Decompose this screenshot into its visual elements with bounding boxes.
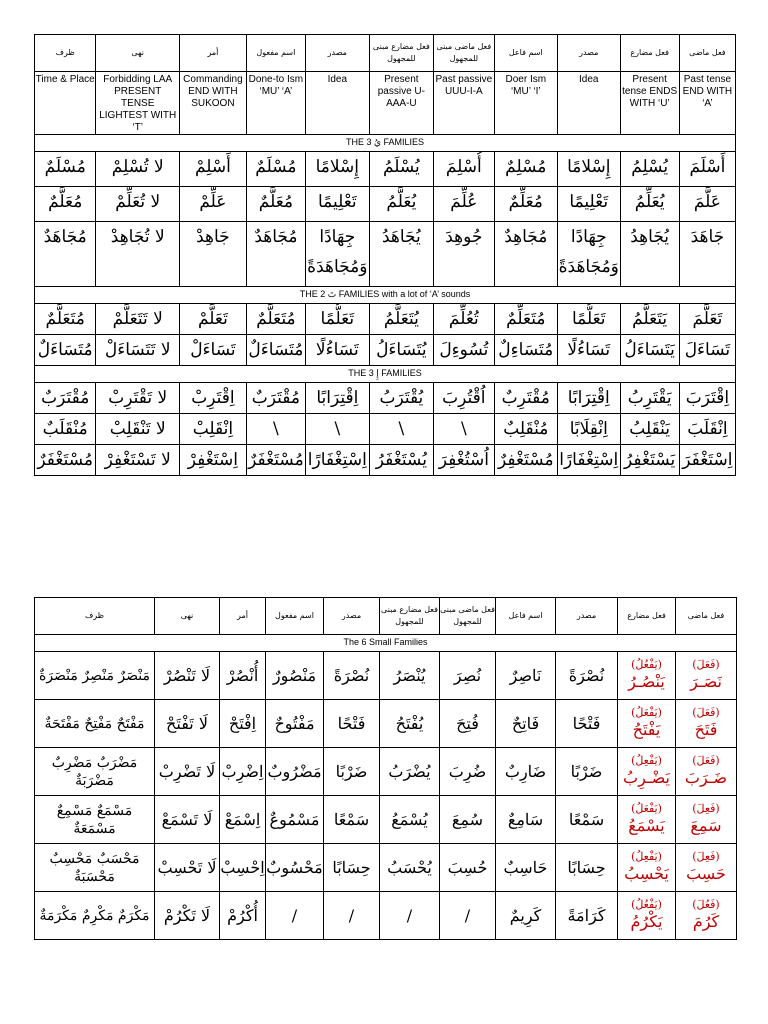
- stem-word: يَفْتَحُ: [632, 720, 661, 739]
- word-cell: اِنْقَلَبَ: [679, 414, 735, 445]
- conjugation-table-upper: [34, 34, 736, 476]
- word-cell: اِسْتِغْفَارًا: [558, 445, 620, 476]
- word-cell: جَاهِدْ: [180, 222, 247, 287]
- section-title: The 6 Small Families: [35, 635, 737, 652]
- section-title: THE 2 تَ FAMILIES with a lot of ‘A’ sounds: [35, 287, 736, 304]
- word-cell: ضُرِبَ: [440, 748, 496, 796]
- word-cell: كَرِيمٌ: [496, 892, 556, 940]
- bab-cell: [618, 748, 676, 796]
- word-cell: مُعَلَّمٌ: [35, 187, 96, 222]
- word-cell: اِقْتَرَبَ: [679, 383, 735, 414]
- table-row: [35, 652, 737, 700]
- word-cell: اِنْقِلَابًا: [558, 414, 620, 445]
- word-cell: اِنْقَلِبْ: [180, 414, 247, 445]
- bab-label: (فَعُلَ): [692, 898, 720, 911]
- bab-label: (فَعَلَ): [692, 658, 720, 671]
- word-cell: مُتَسَاءَلٌ: [35, 335, 96, 366]
- word-cell: سُمِعَ: [440, 796, 496, 844]
- bab-label: (فَعِلَ): [692, 802, 720, 815]
- word-cell: لَا تَحْسِبْ: [155, 844, 220, 892]
- word-cell-stacked: [306, 222, 370, 287]
- bab-cell: [676, 844, 737, 892]
- word-cell: ضَرْبًا: [324, 748, 380, 796]
- header-cell: فعل ماضى مبنى للمجهول: [434, 35, 494, 72]
- word-cell: اِقْتِرَابًا: [558, 383, 620, 414]
- stem-word: فَتَحَ: [694, 720, 718, 739]
- bab-label: (يَفْعُلُ): [631, 658, 662, 671]
- word-cell: اِحْسِبْ: [220, 844, 266, 892]
- bab-label: (فَعَلَ): [692, 706, 720, 719]
- word-cell: لا تَنْقَلِبْ: [96, 414, 180, 445]
- table-row: [35, 892, 737, 940]
- word-alt: وَمُجَاهَدَةً: [307, 257, 368, 277]
- bab-cell: [676, 652, 737, 700]
- word-cell: /: [266, 892, 324, 940]
- word-cell: فَتْحًا: [324, 700, 380, 748]
- english-cell: Present tense ENDS WITH ‘U’: [620, 72, 679, 135]
- bab-cell: [618, 652, 676, 700]
- word-cell: يُنْصَرُ: [380, 652, 440, 700]
- table-row: [35, 187, 736, 222]
- word-cell: مَحْسَبٌ مَحْسِبٌ مَحْسَبَةٌ: [35, 844, 155, 892]
- stem-word: يَنْصُـرُ: [628, 672, 665, 691]
- word-cell: يَقْتَرِبُ: [620, 383, 679, 414]
- word-cell: مَضْرُوبٌ: [266, 748, 324, 796]
- table-row: [35, 748, 737, 796]
- word-cell: يُسْتَغْفَرُ: [369, 445, 434, 476]
- word-cell: فَتْحًا: [556, 700, 618, 748]
- word-cell: \: [246, 414, 305, 445]
- word-cell: مُجَاهَدٌ: [246, 222, 305, 287]
- header-cell: اسم فاعل: [494, 35, 558, 72]
- word-cell: مُسْلَمٌ: [35, 152, 96, 187]
- english-cell: Done-to Ism ‘MU’ ‘A’: [246, 72, 305, 135]
- word-cell: مُتَعَلَّمٌ: [35, 304, 96, 335]
- word-cell: /: [440, 892, 496, 940]
- word-cell: عَلَّمَ: [679, 187, 735, 222]
- english-cell: Past tense END WITH ‘A’: [679, 72, 735, 135]
- word-cell: /: [324, 892, 380, 940]
- table-row: [35, 383, 736, 414]
- english-cell: Present passive U-AAA-U: [369, 72, 434, 135]
- word-cell: كَرَامَةً: [556, 892, 618, 940]
- conjugation-table-lower: [34, 597, 737, 940]
- bab-label: (يَفْعِلُ): [631, 754, 662, 767]
- word-cell: حُسِبَ: [440, 844, 496, 892]
- word-cell: سَامِعٌ: [496, 796, 556, 844]
- header-cell: ظرف: [35, 598, 155, 635]
- english-cell: Idea: [306, 72, 370, 135]
- word-cell: إِسْلامًا: [306, 152, 370, 187]
- table-row: [35, 304, 736, 335]
- header-cell: فعل مضارع: [620, 35, 679, 72]
- bab-cell: [676, 796, 737, 844]
- word-cell: مُتَسَاءَلٌ: [246, 335, 305, 366]
- word-cell: مُتَسَاءِلٌ: [494, 335, 558, 366]
- word-cell: مَنْصَرٌ مَنْصِرٌ مَنْصَرَةٌ: [35, 652, 155, 700]
- word-cell: مُسْلَمٌ: [246, 152, 305, 187]
- bab-label: (يَفْعِلُ): [631, 850, 662, 863]
- header-cell: اسم مفعول: [246, 35, 305, 72]
- stem-word: سَمِعَ: [690, 816, 722, 835]
- header-cell: أمر: [220, 598, 266, 635]
- word-cell: يُعَلَّمُ: [369, 187, 434, 222]
- word-cell: اِسْتِغْفَارًا: [306, 445, 370, 476]
- header-cell: نهى: [96, 35, 180, 72]
- word-cell: اِقْتَرِبْ: [180, 383, 247, 414]
- section-title: THE 3 إِ FAMILIES: [35, 366, 736, 383]
- word-cell: \: [306, 414, 370, 445]
- word-cell: مُتَعَلِّمٌ: [494, 304, 558, 335]
- word-cell: لَا تَسْمَعْ: [155, 796, 220, 844]
- stem-word: نَصَـرَ: [690, 672, 722, 691]
- word-cell: مَفْتَحٌ مَفْتِحٌ مَفْتَحَةٌ: [35, 700, 155, 748]
- bab-label: (فَعَلَ): [692, 754, 720, 767]
- word-cell: مُنْقَلَبٌ: [35, 414, 96, 445]
- word-cell: أُكْرُمْ: [220, 892, 266, 940]
- word-cell: تَسَاءَلْ: [180, 335, 247, 366]
- stem-word: حَسِبَ: [686, 864, 726, 883]
- word-cell: أُسْلِمَ: [434, 152, 494, 187]
- table-row: [35, 796, 737, 844]
- header-cell: نهى: [155, 598, 220, 635]
- bab-label: (فَعِلَ): [692, 850, 720, 863]
- table-row: [35, 335, 736, 366]
- word-cell: اُقْتُرِبَ: [434, 383, 494, 414]
- stem-word: يَسْمَعُ: [628, 816, 665, 835]
- word-cell-stacked: [558, 222, 620, 287]
- bab-cell: [676, 892, 737, 940]
- stem-word: يَضْـرِبُ: [623, 768, 670, 787]
- word-cell: يَتَسَاءَلُ: [620, 335, 679, 366]
- bab-cell: [676, 700, 737, 748]
- bab-label: (يَفْعُلُ): [631, 898, 662, 911]
- word-cell: تَعْلِيمًا: [306, 187, 370, 222]
- word-cell: اِسْتَغْفَرَ: [679, 445, 735, 476]
- word-cell: مَنْصُورٌ: [266, 652, 324, 700]
- header-cell: فعل مضارع مبنى للمجهول: [369, 35, 434, 72]
- word-cell: يُحْسَبُ: [380, 844, 440, 892]
- bab-cell: [618, 844, 676, 892]
- word-cell: مَسْمَعٌ مَسْمِعٌ مَسْمَعَةٌ: [35, 796, 155, 844]
- word-cell: تَعَلَّمْ: [180, 304, 247, 335]
- word-cell: ضَرْبًا: [556, 748, 618, 796]
- word-cell: يَنْقَلِبُ: [620, 414, 679, 445]
- word-cell: مُعَلَّمٌ: [246, 187, 305, 222]
- bab-cell: [618, 700, 676, 748]
- header-row: [35, 35, 736, 72]
- header-cell: مصدر: [556, 598, 618, 635]
- bab-label: (يَفْعَلُ): [631, 706, 662, 719]
- header-cell: فعل ماضى مبنى للمجهول: [440, 598, 496, 635]
- word-cell: عُلِّمَ: [434, 187, 494, 222]
- word-cell: مَفْتُوحٌ: [266, 700, 324, 748]
- word-cell: \: [434, 414, 494, 445]
- table-row: [35, 445, 736, 476]
- word-cell: يُفْتَحُ: [380, 700, 440, 748]
- word-cell: يُجَاهِدُ: [620, 222, 679, 287]
- english-cell: Time & Place: [35, 72, 96, 135]
- word-main: جِهَادًا: [570, 227, 607, 247]
- word-cell: لا تُجَاهِدْ: [96, 222, 180, 287]
- word-cell: مُسْتَغْفَرٌ: [35, 445, 96, 476]
- word-cell: تُسُوءِلَ: [434, 335, 494, 366]
- word-cell: تُعُلِّمَ: [434, 304, 494, 335]
- stem-word: ضَـرَبَ: [684, 768, 728, 787]
- word-cell: يُسْلَمُ: [369, 152, 434, 187]
- word-cell: يُجَاهَدُ: [369, 222, 434, 287]
- word-cell: حِسَابًا: [324, 844, 380, 892]
- word-cell: لا تَتَعَلَّمْ: [96, 304, 180, 335]
- word-cell: نَاصِرٌ: [496, 652, 556, 700]
- header-cell: ظرف: [35, 35, 96, 72]
- word-main: جِهَادًا: [319, 227, 356, 247]
- word-cell: لا تُسْلِمْ: [96, 152, 180, 187]
- word-cell: مُسْتَغْفِرٌ: [494, 445, 558, 476]
- word-cell: مُجَاهِدٌ: [494, 222, 558, 287]
- word-cell: يُعَلِّمُ: [620, 187, 679, 222]
- word-cell: مُجَاهَدٌ: [35, 222, 96, 287]
- word-cell: لَا تَنْصُرْ: [155, 652, 220, 700]
- word-cell: لا تُعَلِّمْ: [96, 187, 180, 222]
- word-cell: اِقْتِرَابًا: [306, 383, 370, 414]
- section-title: THE 3 يُ FAMILIES: [35, 135, 736, 152]
- word-cell: يُسْلِمُ: [620, 152, 679, 187]
- word-cell: نُصْرَةً: [324, 652, 380, 700]
- word-cell: فُتِحَ: [440, 700, 496, 748]
- header-cell: مصدر: [558, 35, 620, 72]
- word-cell: مُسْتَغْفَرٌ: [246, 445, 305, 476]
- table-row: [35, 222, 736, 287]
- word-cell: مَسْمُوعٌ: [266, 796, 324, 844]
- bab-cell: [618, 892, 676, 940]
- stem-word: يَكْرُمُ: [630, 912, 663, 931]
- word-cell: مَكْرَمٌ مَكْرِمٌ مَكْرَمَةٌ: [35, 892, 155, 940]
- table-row: [35, 700, 737, 748]
- word-cell: يَتَعَلَّمُ: [620, 304, 679, 335]
- word-cell: مُقْتَرَبٌ: [35, 383, 96, 414]
- word-cell: اُسْتُغْفِرَ: [434, 445, 494, 476]
- table-row: [35, 414, 736, 445]
- word-cell: عَلِّمْ: [180, 187, 247, 222]
- word-cell: مُنْقَلِبٌ: [494, 414, 558, 445]
- table-row: [35, 152, 736, 187]
- word-cell: يُسْمَعُ: [380, 796, 440, 844]
- word-cell: لا تَسْتَغْفِرْ: [96, 445, 180, 476]
- word-cell: يُتَسَاءَلُ: [369, 335, 434, 366]
- word-cell: مُتَعَلَّمٌ: [246, 304, 305, 335]
- word-cell: لا تَتَسَاءَلْ: [96, 335, 180, 366]
- english-row: [35, 72, 736, 135]
- word-cell: تَعَلُّمًا: [306, 304, 370, 335]
- header-cell: مصدر: [306, 35, 370, 72]
- word-cell: جَاهَدَ: [679, 222, 735, 287]
- word-cell: اِسْتَغْفِرْ: [180, 445, 247, 476]
- word-cell: أُنْصُرْ: [220, 652, 266, 700]
- word-cell: نُصِرَ: [440, 652, 496, 700]
- word-cell: يَسْتَغْفِرُ: [620, 445, 679, 476]
- word-cell: فَاتِحٌ: [496, 700, 556, 748]
- word-cell: لَا تَكْرُمْ: [155, 892, 220, 940]
- word-cell: إِسْلامًا: [558, 152, 620, 187]
- word-cell: اِسْمَعْ: [220, 796, 266, 844]
- english-cell: Doer Ism ‘MU’ ‘I’: [494, 72, 558, 135]
- word-cell: سَمْعًا: [324, 796, 380, 844]
- word-cell: يُتَعَلَّمُ: [369, 304, 434, 335]
- word-cell: تَسَاءُلًا: [306, 335, 370, 366]
- table-row: [35, 844, 737, 892]
- word-cell: حَاسِبٌ: [496, 844, 556, 892]
- header-cell: فعل ماضى: [679, 35, 735, 72]
- header-cell: فعل مضارع مبنى للمجهول: [380, 598, 440, 635]
- word-cell: مَضْرَبٌ مَضْرِبٌ مَضْرَبَةٌ: [35, 748, 155, 796]
- header-cell: اسم فاعل: [496, 598, 556, 635]
- word-cell: سَمْعًا: [556, 796, 618, 844]
- word-cell: /: [380, 892, 440, 940]
- header-cell: فعل مضارع: [618, 598, 676, 635]
- english-cell: Past passive UUU-I-A: [434, 72, 494, 135]
- word-cell: نُصْرَةً: [556, 652, 618, 700]
- english-cell: Idea: [558, 72, 620, 135]
- word-alt: وَمُجَاهَدَةً: [558, 257, 619, 277]
- word-cell: مُعَلِّمٌ: [494, 187, 558, 222]
- header-cell: فعل ماضى: [676, 598, 737, 635]
- word-cell: مُقْتَرِبٌ: [494, 383, 558, 414]
- word-cell: أَسْلِمْ: [180, 152, 247, 187]
- word-cell: ضَارِبٌ: [496, 748, 556, 796]
- stem-word: يَحْسِبُ: [624, 864, 669, 883]
- word-cell: مُسْلِمٌ: [494, 152, 558, 187]
- word-cell: \: [369, 414, 434, 445]
- word-cell: يُضْرَبُ: [380, 748, 440, 796]
- bab-label: (يَفْعَلُ): [631, 802, 662, 815]
- word-cell: تَعْلِيمًا: [558, 187, 620, 222]
- word-cell: جُوهِدَ: [434, 222, 494, 287]
- word-cell: تَسَاءُلًا: [558, 335, 620, 366]
- word-cell: يُقْتَرَبُ: [369, 383, 434, 414]
- english-cell: Commanding END WITH SUKOON: [180, 72, 247, 135]
- word-cell: لا تَقْتَرِبْ: [96, 383, 180, 414]
- word-cell: تَعَلَّمَ: [679, 304, 735, 335]
- word-cell: أَسْلَمَ: [679, 152, 735, 187]
- header-cell: اسم مفعول: [266, 598, 324, 635]
- word-cell: تَعَلُّمًا: [558, 304, 620, 335]
- bab-cell: [676, 748, 737, 796]
- word-cell: لَا تَفْتَحْ: [155, 700, 220, 748]
- word-cell: حِسَابًا: [556, 844, 618, 892]
- english-cell: Forbidding LAA PRESENT TENSE LIGHTEST WITH ‘T’: [96, 72, 180, 135]
- stem-word: كَرُمَ: [692, 912, 720, 931]
- word-cell: اِضْرِبْ: [220, 748, 266, 796]
- word-cell: اِفْتَحْ: [220, 700, 266, 748]
- header-row: [35, 598, 737, 635]
- word-cell: تَسَاءَلَ: [679, 335, 735, 366]
- header-cell: مصدر: [324, 598, 380, 635]
- word-cell: مَحْسُوبٌ: [266, 844, 324, 892]
- word-cell: لَا تَضْرِبْ: [155, 748, 220, 796]
- bab-cell: [618, 796, 676, 844]
- word-cell: مُقْتَرَبٌ: [246, 383, 305, 414]
- header-cell: أمر: [180, 35, 247, 72]
